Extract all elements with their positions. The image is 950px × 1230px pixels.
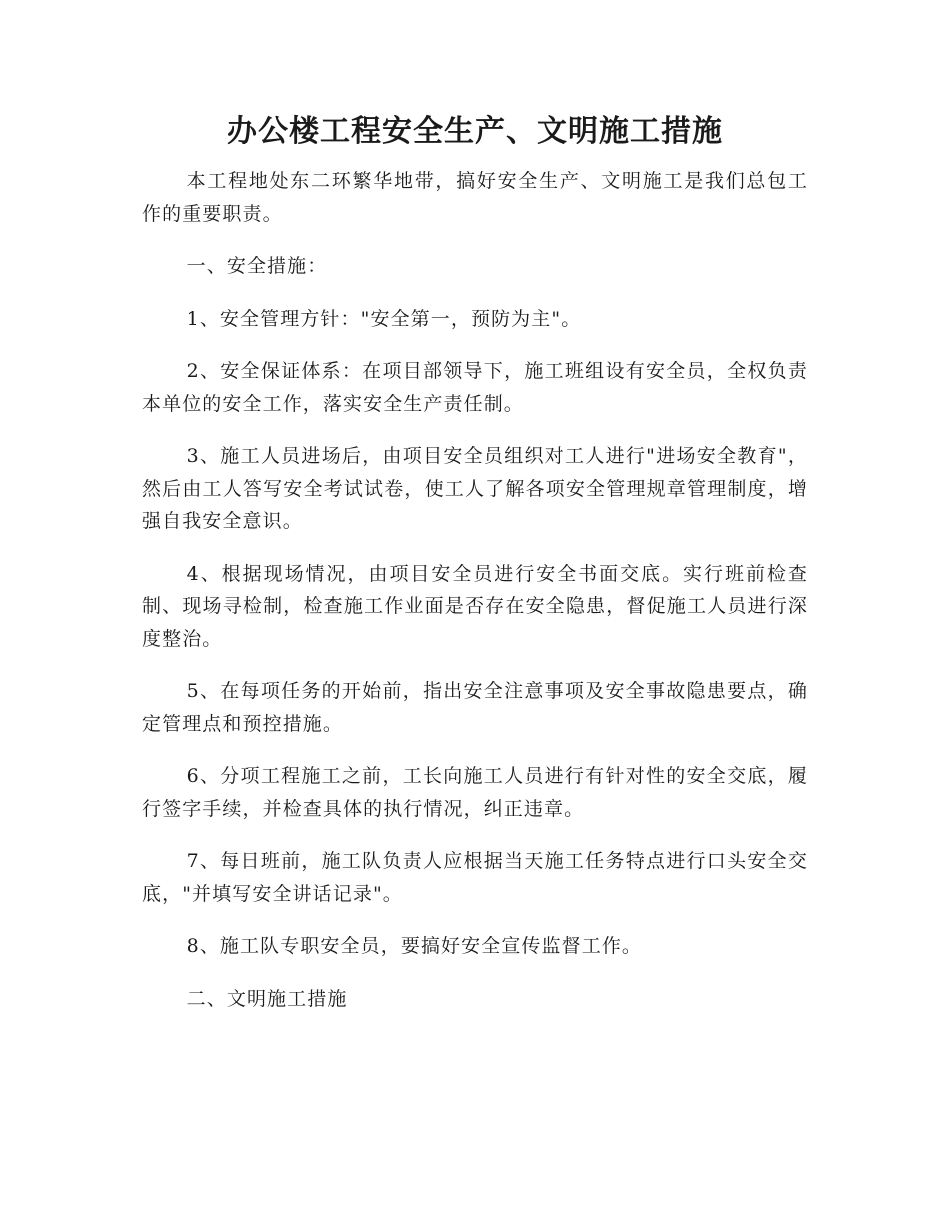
paragraph-item-1: 1、安全管理方针："安全第一，预防为主"。 (186, 307, 582, 330)
section-heading-safety: 一、安全措施： (186, 255, 328, 277)
paragraph-item-7: 7、每日班前，施工队负责人应根据当天施工任务特点进行口头安全交底，"并填写安全讲话记录"。 (142, 850, 808, 905)
paragraph-item-5: 5、在每项任务的开始前，指出安全注意事项及安全事故隐患要点，确定管理点和预控措施。 (142, 680, 808, 735)
paragraph-item-4: 4、根据现场情况，由项目安全员进行安全书面交底。实行班前检查制、现场寻检制，检查施工作业面是否存在安全隐患，督促施工人员进行深度整治。 (142, 562, 808, 650)
paragraph-intro: 本工程地处东二环繁华地带，搞好安全生产、文明施工是我们总包工作的重要职责。 (142, 170, 808, 225)
document-title: 办公楼工程安全生产、文明施工措施 (227, 114, 723, 149)
section-heading-civilized: 二、文明施工措施 (186, 987, 348, 1010)
document-body (142, 165, 808, 1035)
paragraph-item-3: 3、施工人员进场后，由项目安全员组织对工人进行"进场安全教育"，然后由工人答写安全考试试卷，使工人了解各项安全管理规章管理制度，增强自我安全意识。 (142, 445, 808, 532)
paragraph-item-8: 8、施工队专职安全员，要搞好安全宣传监督工作。 (186, 935, 643, 957)
paragraph-item-2: 2、安全保证体系：在项目部领导下，施工班组设有安全员，全权负责本单位的安全工作，落实安全生产责任制。 (142, 360, 808, 415)
paragraph-item-6: 6、分项工程施工之前，工长向施工人员进行有针对性的安全交底，履行签字手续，并检查具体的执行情况，纠正违章。 (142, 765, 808, 820)
